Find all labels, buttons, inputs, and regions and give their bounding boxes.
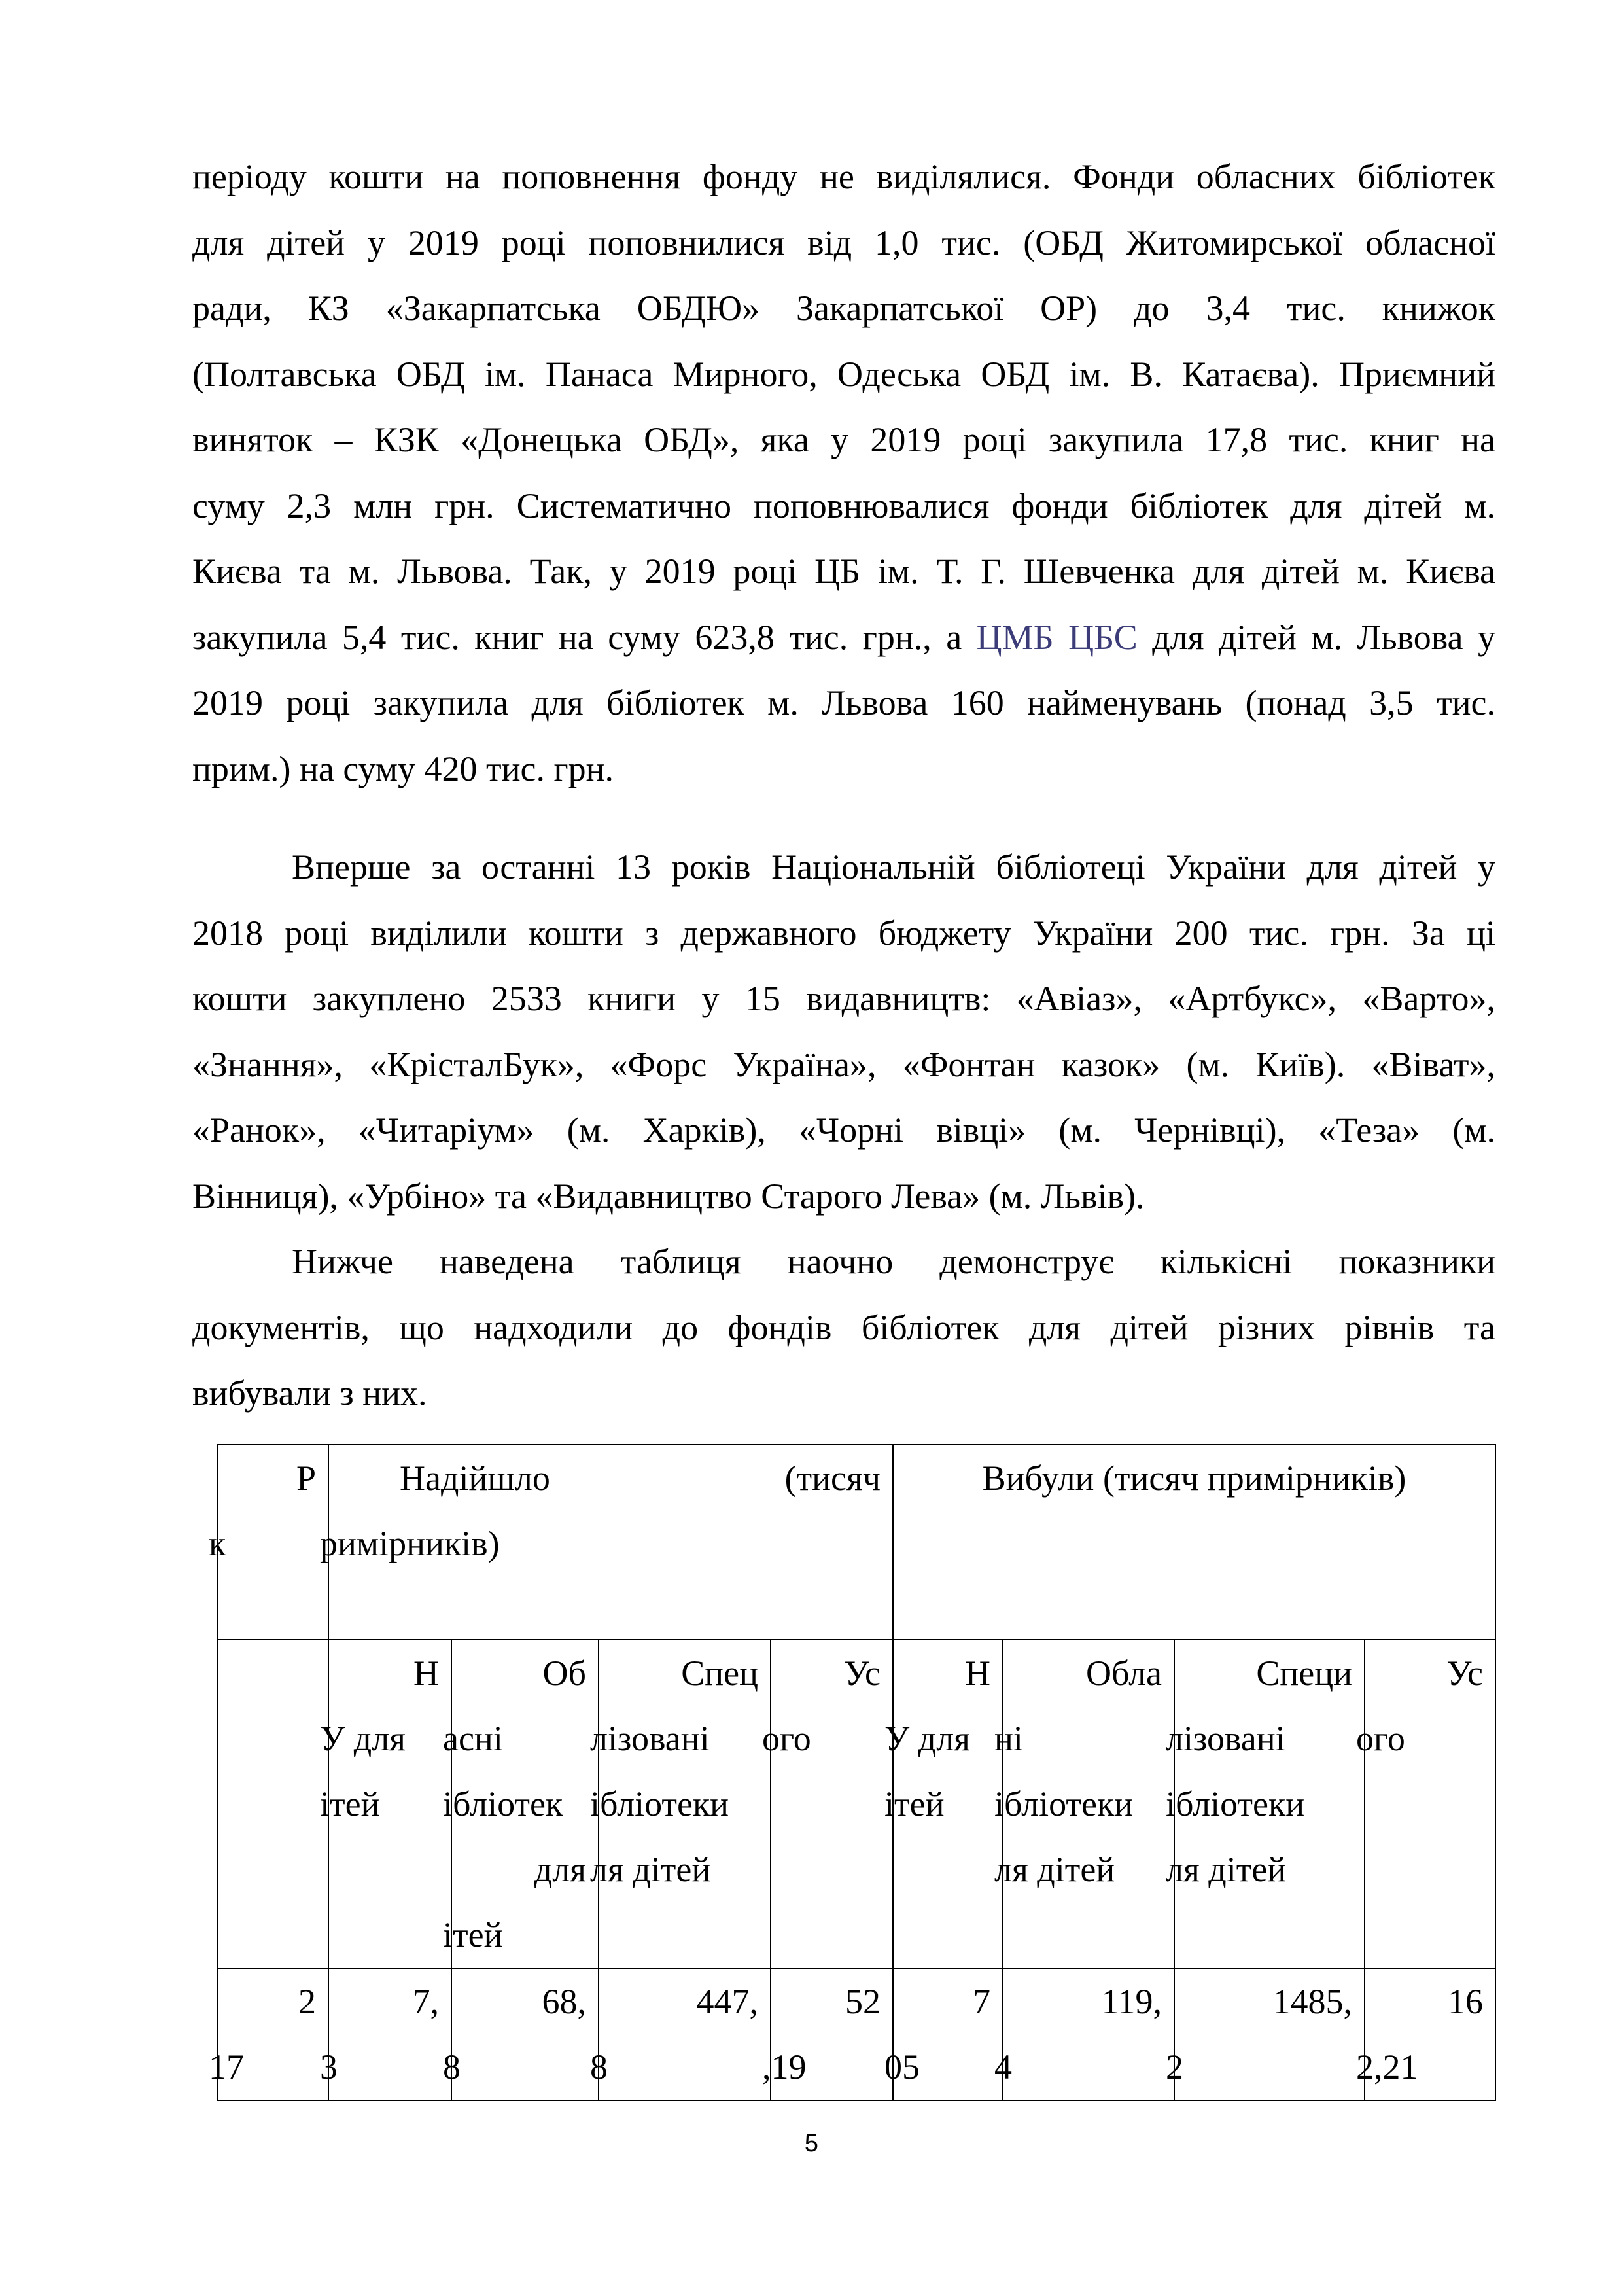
text-line: «Ранок», «Читаріум» (м. Харків), «Чорні вівці» (м. Чернівці), «Теза» (м. [192, 1110, 1495, 1150]
cell-text: У для [884, 1719, 971, 1758]
cell-text: 68, [542, 1982, 586, 2021]
cell-text: 52 [845, 1982, 881, 2021]
cell-text: ібліотеки [994, 1784, 1134, 1824]
table-subheader-row [217, 1640, 1495, 1968]
text-line: Києва та м. Львова. Так, у 2019 році ЦБ ім. Т. Г. Шевченка для дітей м. Києва [192, 552, 1495, 591]
text-line: 2019 році закупила для бібліотек м. Львова 160 найменувань (понад 3,5 тис. [192, 683, 1495, 722]
retired-header-cell [893, 1445, 1495, 1640]
cell-text: Р [296, 1458, 316, 1498]
text-line: вибували з них. [192, 1373, 427, 1413]
cell-text: ого [762, 1719, 811, 1758]
cell-text: ібліотеки [1166, 1784, 1305, 1824]
cell-text: Спец [681, 1653, 758, 1693]
cell-text: 05 [884, 2047, 920, 2087]
cell-text: ,19 [762, 2047, 807, 2087]
cell-text: асні [443, 1719, 503, 1758]
paragraph-gap [192, 802, 1495, 834]
cell-text: ого [1356, 1719, 1405, 1758]
data-cell [209, 1968, 328, 2100]
subheader-cell [443, 1640, 599, 1968]
cell-text: 447, [696, 1982, 758, 2021]
data-cell [994, 1968, 1174, 2100]
cell-text: Ус [844, 1653, 881, 1693]
cell-text: 4 [994, 2047, 1013, 2087]
cell-text: ні [994, 1719, 1023, 1758]
table-row [217, 1968, 1495, 2100]
data-cell [1356, 1968, 1495, 2100]
cell-text: Н [413, 1653, 439, 1693]
cell-text: 8 [443, 2047, 461, 2087]
cell-text: 3 [320, 2047, 338, 2087]
cell-text: лізовані [590, 1719, 710, 1758]
cell-text: У для [320, 1719, 406, 1758]
text-line: ради, КЗ «Закарпатська ОБДЮ» Закарпатської ОР) до 3,4 тис. книжок [192, 289, 1495, 328]
paragraph-national-library [192, 834, 1495, 1229]
cell-text: Специ [1256, 1653, 1353, 1693]
data-cell [1166, 1968, 1365, 2100]
cell-line [329, 1445, 881, 1511]
data-cell [590, 1968, 771, 2100]
cell-text: (тисяч [784, 1458, 881, 1498]
cell-text: ітей [320, 1784, 380, 1824]
page-number: 5 [804, 2130, 819, 2157]
cell-text: для [534, 1850, 586, 1889]
body-text [192, 144, 1495, 1426]
cell-text: 7, [412, 1982, 439, 2021]
cell-text: 17 [209, 2047, 244, 2087]
cell-text: 7 [973, 1982, 991, 2021]
text-line: Нижче наведена таблиця наочно демонструє кількісні показники [292, 1242, 1495, 1281]
subheader-cell [590, 1640, 771, 1968]
cell-text: к [209, 1524, 226, 1563]
table-header-row [217, 1445, 1495, 1640]
data-cell [762, 1968, 893, 2100]
library-funds-table [209, 1444, 1496, 2101]
cell-text: Надійшло [400, 1458, 550, 1498]
cell-text: 2,21 [1356, 2047, 1418, 2087]
cell-text: Обла [1085, 1653, 1162, 1693]
library-link[interactable]: ЦМБ ЦБС [976, 617, 1138, 657]
text-line: документів, що надходили до фондів бібліотек для дітей різних рівнів та [192, 1307, 1495, 1347]
cell-text: 2 [1166, 2047, 1184, 2087]
text-line: виняток – КЗК «Донецька ОБД», яка у 2019 році закупила 17,8 тис. книг на [192, 420, 1495, 459]
text-line: періоду кошти на поповнення фонду не виділялися. Фонди обласних бібліотек [192, 157, 1495, 196]
cell-text: ібліотеки [590, 1784, 729, 1824]
cell-text: ля дітей [1166, 1850, 1287, 1889]
subheader-cell [994, 1640, 1174, 1968]
cell-text: 8 [590, 2047, 608, 2087]
text-line: для дітей у 2019 році поповнилися від 1,0 тис. (ОБД Житомирської обласної [192, 222, 1495, 262]
subheader-cell [884, 1640, 1003, 1968]
cell-text: 2 [298, 1982, 316, 2021]
cell-text: ітей [884, 1784, 945, 1824]
cell-text: ібліотек [443, 1784, 563, 1824]
received-header-cell [320, 1445, 893, 1640]
text-line: «Знання», «КрісталБук», «Форс Україна», «Фонтан казок» (м. Київ). «Віват», [192, 1044, 1495, 1084]
text-line: Вперше за останні 13 років Національній бібліотеці України для дітей у [292, 847, 1495, 887]
data-cell [320, 1968, 451, 2100]
year-header-cell [209, 1445, 328, 1640]
text-fragment: закупила 5,4 тис. книг на суму 623,8 тис. грн., а [192, 617, 977, 657]
cell-text: ля дітей [590, 1850, 711, 1889]
text-line [192, 605, 1495, 671]
text-line: 2018 році виділили кошти з державного бюджету України 200 тис. грн. За ці [192, 913, 1495, 953]
cell-text: 16 [1448, 1982, 1484, 2021]
cell-text: Н [965, 1653, 991, 1693]
text-fragment: для дітей м. Львова у [1137, 617, 1495, 657]
subheader-cell [320, 1640, 451, 1968]
year-subheader-cell [217, 1640, 328, 1968]
data-cell [884, 1968, 1003, 2100]
cell-text: Вибули (тисяч примірників) [982, 1458, 1406, 1498]
data-cell [443, 1968, 599, 2100]
text-line: суму 2,3 млн грн. Систематично поповнювалися фонди бібліотек для дітей м. [192, 486, 1495, 525]
subheader-cell [1166, 1640, 1365, 1968]
text-line: кошти закуплено 2533 книги у 15 видавництв: «Авіаз», «Артбукс», «Варто», [192, 979, 1495, 1018]
cell-text: ля дітей [994, 1850, 1115, 1889]
cell-text: 1485, [1272, 1982, 1353, 2021]
cell-text: Об [542, 1653, 586, 1693]
cell-text: лізовані [1166, 1719, 1285, 1758]
text-line: (Полтавська ОБД ім. Панаса Мирного, Одеська ОБД ім. В. Катаєва). Приємний [192, 354, 1495, 394]
paragraph-table-intro [192, 1229, 1495, 1426]
text-line: прим.) на суму 420 тис. грн. [192, 749, 614, 788]
text-line: Вінниця), «Урбіно» та «Видавництво Старого Лева» (м. Львів). [192, 1176, 1145, 1216]
paragraph-funding [192, 144, 1495, 802]
cell-text: Ус [1446, 1653, 1484, 1693]
cell-text: римірників) [320, 1524, 500, 1563]
cell-text: 119, [1101, 1982, 1162, 2021]
subheader-cell [762, 1640, 893, 1968]
cell-text: ітей [443, 1915, 503, 1954]
subheader-cell [1356, 1640, 1495, 1968]
